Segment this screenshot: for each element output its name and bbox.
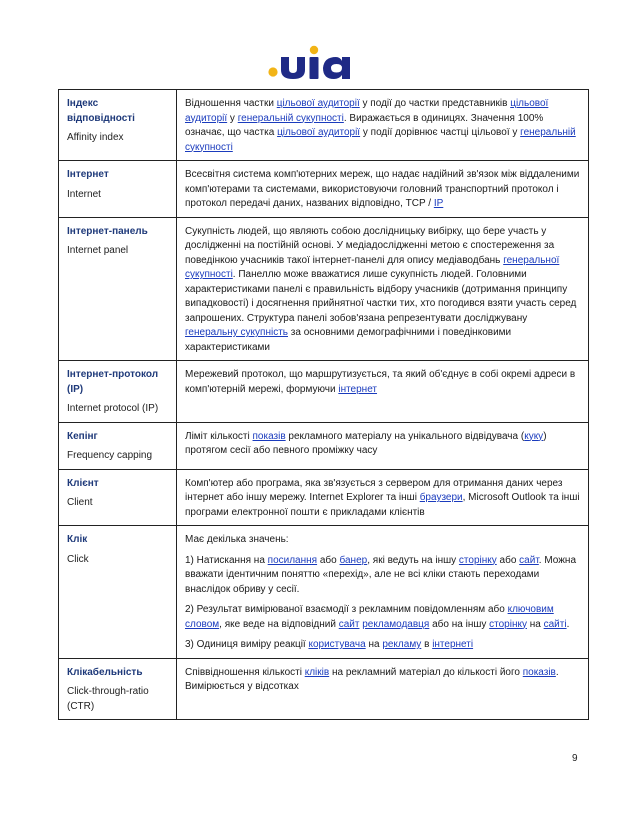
glossary-link[interactable]: генеральній сукупності [185,127,576,153]
term-ukrainian: Інтернет [67,169,109,180]
definition-text: Відношення частки [185,98,277,109]
glossary-link[interactable]: ключовим словом [185,604,554,630]
glossary-link[interactable]: показів [252,430,286,442]
glossary-link[interactable]: посилання [267,554,318,566]
definition-cell [177,217,589,361]
definition-text: на [526,618,544,630]
logo-dot [268,67,277,76]
glossary-row [59,217,589,361]
definition-text: в [421,639,433,650]
definition-text: або [317,554,340,566]
term-english: Click-through-ratio (CTR) [67,686,149,712]
logo-letter-u [281,57,305,79]
term-english: Affinity index [67,132,124,143]
term-cell [59,658,177,720]
glossary-link[interactable]: показів [522,666,556,678]
glossary-row [59,161,589,218]
glossary-row [59,361,589,423]
term-cell [59,469,177,526]
definition-cell [177,526,589,659]
logo-i-dot [310,46,318,54]
definition-text: . [566,618,570,630]
glossary-link[interactable]: генеральній сукупності [237,112,344,124]
definition-text: або [496,554,520,566]
term-ukrainian: Інтернет-панель [67,225,148,237]
glossary-link[interactable]: цільової аудиторії [185,98,549,124]
definition-paragraph [185,368,580,397]
definition-text: у події дорівнює частці цільової у [360,127,521,138]
logo-letter-i [310,57,319,79]
term-ukrainian: Клієнт [67,477,99,489]
glossary-link[interactable]: користувача [308,639,366,650]
definition-cell [177,361,589,423]
glossary-link[interactable]: сторінку [458,554,497,566]
definition-text: за основними демографічними і поведінковими характеристиками [185,327,512,353]
glossary-link[interactable]: сторінку [489,618,527,630]
glossary-row [59,658,589,720]
definition-text: у [227,112,238,124]
definition-text: 3) Одиниця виміру реакції [185,639,309,650]
definition-cell [177,161,589,218]
term-ukrainian: Клік [67,534,88,545]
definition-text: 1) Натискання на [185,554,268,566]
definition-text: Ліміт кількості [185,430,253,442]
definition-text: . Вимірюється у відсотках [185,666,559,692]
definition-paragraph [185,430,580,459]
definition-paragraph [185,638,580,653]
uia-logo [264,42,360,80]
glossary-link[interactable]: браузери [419,492,463,503]
glossary-link[interactable]: сайт [338,618,360,630]
glossary-link[interactable]: цільової аудиторії [277,127,361,138]
term-english: Frequency capping [67,450,153,461]
glossary-link[interactable]: кліків [304,666,330,678]
definition-cell [177,90,589,161]
definition-cell [177,422,589,469]
term-english: Internet protocol (IP) [67,403,159,414]
glossary-row [59,90,589,161]
definition-text: на рекламний матеріал до кількості його [329,666,523,678]
glossary-link[interactable]: куку [524,430,544,442]
term-english: Internet [67,188,101,200]
definition-text: на [365,639,383,650]
definition-text: . Панеллю може вважатися лише сукупність людей. Головними характеристиками панелі є правильність відбору учасників (дотримання принципу випадковості) і досягнення прийнятної частки тих, хто погодився взяти участь серед запрошених. Структура панелі зобов'язана репрезентувати досліджувану [185,269,577,324]
term-ukrainian: Кепінг [67,430,98,442]
glossary-link[interactable]: рекламу [382,639,422,650]
definition-text: або на іншу [429,618,490,630]
logo-letter-a [323,57,350,79]
glossary-row [59,422,589,469]
definition-paragraph [185,477,580,521]
definition-text: , які ведуть на іншу [367,554,459,566]
definition-text: ) протягом сесії або певного проміжку часу [185,430,547,456]
definition-paragraph [185,533,580,548]
definition-text: . Виражається в одиницях. Значення 100% означає, що частка [185,112,544,138]
definition-text: Має декілька значень: [185,534,289,545]
term-ukrainian: Інтернет-протокол (IP) [67,369,159,395]
glossary-link[interactable]: цільової аудиторії [276,98,360,109]
page-number: 9 [572,753,578,764]
definition-paragraph [185,168,580,212]
term-cell [59,422,177,469]
term-cell [59,161,177,218]
definition-text: Мережевий протокол, що маршрутизується, та який об'єднує в собі окремі адреси в комп'ютерній мережі, формуючи [185,369,576,395]
glossary-row [59,469,589,526]
term-english: Internet panel [67,245,129,256]
glossary-link[interactable]: генеральної сукупності [185,254,560,280]
definition-paragraph [185,666,580,695]
term-english: Client [67,497,93,508]
glossary-link[interactable]: інтернеті [432,639,474,650]
term-cell [59,217,177,361]
glossary-link[interactable]: IP [433,198,444,209]
definition-text: Комп'ютер або програма, яка зв'язується з сервером для отримання даних через інтернет або іншу мережу. Internet Explorer та інші [185,477,563,503]
glossary-link[interactable]: сайт [519,554,539,566]
definition-paragraph [185,554,580,598]
term-ukrainian: Клікабельність [67,666,143,678]
definition-text: , яке веде на відповідний [219,618,339,630]
term-english: Click [67,553,89,565]
term-cell [59,90,177,161]
definition-text: Співвідношення кількості [185,666,305,678]
definition-text: 2) Результат вимірюваної взаємодії з рекламним повідомленням або [185,604,508,615]
glossary-row [59,526,589,659]
glossary-link[interactable]: рекламодавця [362,618,430,630]
definition-cell [177,469,589,526]
term-cell [59,526,177,659]
definition-text: , Microsoft Outlook та інші програми електронної пошти є прикладами клієнтів [185,492,580,518]
definition-paragraph [185,225,580,356]
definition-paragraph [185,603,580,632]
glossary-link[interactable]: генеральну сукупність [185,327,288,338]
glossary-link[interactable]: сайті [543,618,567,630]
definition-text: . Можна вважати ідентичним поняттю «перехід», але не всі кліки стають переходами внаслідок обриву у сесії. [185,554,577,595]
definition-text: у події до частки представників [359,98,511,109]
glossary-link[interactable]: банер [339,554,368,566]
definition-cell [177,658,589,720]
glossary-table [58,89,589,720]
definition-text: рекламного матеріалу на унікального відвідувача ( [285,430,525,442]
term-cell [59,361,177,423]
term-ukrainian: Індекс відповідності [67,98,135,124]
definition-text: Всесвітня система комп'ютерних мереж, що надає надійний зв'язок між віддаленими комп'ютерами та системами, використовуючи головний транспортний протокол і протокол передачі даних, названих відповідно, TCP / [185,169,580,209]
glossary-link[interactable]: інтернет [338,383,378,395]
definition-paragraph [185,97,580,155]
definition-text: Сукупність людей, що являють собою дослідницьку вибірку, що бере участь у дослідженні на постійній основі. У медіадослідженні метою є спостереження за поведінкою учасників такої інтернет-панелі для опису медіаводбань [185,225,555,266]
